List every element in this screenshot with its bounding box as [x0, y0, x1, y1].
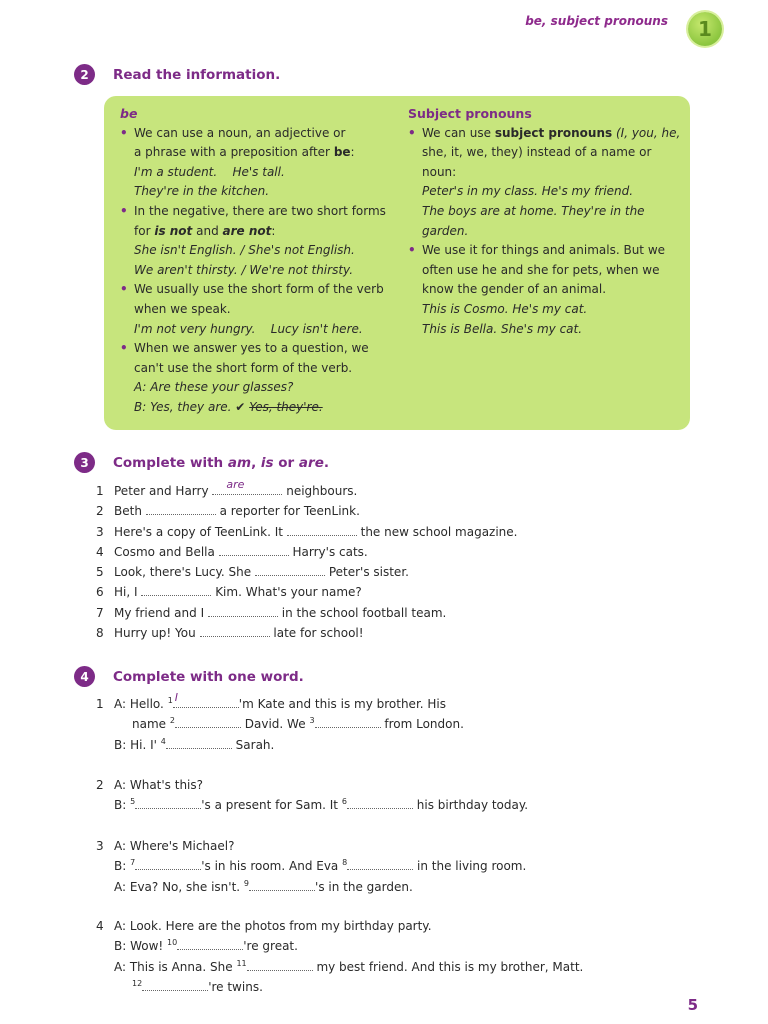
answer-blank[interactable] — [347, 857, 413, 870]
list-item: 5 Look, there's Lucy. She Peter's sister. — [96, 565, 409, 580]
answer-blank[interactable] — [141, 583, 211, 596]
example-line: A: Are these your glasses? — [134, 380, 294, 395]
info-bullet: • In the negative, there are two short forms — [120, 202, 410, 222]
answer-blank[interactable] — [142, 978, 208, 991]
answer-blank[interactable] — [135, 796, 201, 809]
answer-blank[interactable]: are — [212, 482, 282, 495]
dialogue-line: B: $^5$ 's a present for Sam. It $^6$ his birthday today. — [114, 797, 529, 813]
info-line: a phrase with a preposition after be: — [134, 145, 355, 160]
list-item: 7 My friend and I in the school football team. — [96, 605, 447, 620]
exercise-title: Complete with one word. — [113, 668, 304, 685]
example-line: I'm not very hungry. Lucy isn't here. — [134, 321, 363, 336]
page-number: 5 — [687, 996, 698, 1014]
example-line: I'm a student. He's tall. — [134, 164, 285, 179]
checkmark-icon: ✔ — [235, 399, 246, 414]
example-line: This is Cosmo. He's my cat. — [422, 301, 588, 316]
dialogue-line: B: Hi. I' $^4$ Sarah. — [114, 736, 275, 752]
answer-blank[interactable] — [177, 937, 243, 950]
example-line: B: Yes, they are. ✔ Yes, they're. — [134, 399, 323, 414]
answer-blank[interactable] — [146, 502, 216, 515]
dialogue-line: A: Eva? No, she isn't. $^9$ 's in the garden. — [114, 878, 413, 894]
exercise-3-items — [96, 478, 518, 643]
info-line: often use he and she for pets, when we — [422, 262, 660, 277]
list-item: 4 Cosmo and Bella Harry's cats. — [96, 544, 368, 559]
exercise-title: Complete with am, is or are. — [113, 454, 329, 471]
dialogue-line: 2 A: What's this? — [96, 778, 204, 792]
list-item: 2 Beth a reporter for TeenLink. — [96, 504, 360, 519]
dialogue-2 — [96, 775, 528, 816]
example-line: Peter's in my class. He's my friend. — [422, 184, 634, 199]
answer-blank[interactable] — [249, 878, 315, 891]
example-line: She isn't English. / She's not English. — [134, 243, 355, 258]
dialogue-line: name $^2$ David. We $^3$ from London. — [132, 716, 464, 732]
answer-blank[interactable] — [315, 715, 381, 728]
info-line: she, it, we, they) instead of a name or — [422, 145, 652, 160]
example-line: The boys are at home. They're in the — [422, 203, 645, 218]
be-column — [120, 104, 410, 418]
info-line: know the gender of an animal. — [422, 282, 607, 297]
exercise-3-heading — [74, 452, 329, 473]
crossed-out-example: Yes, they're. — [249, 399, 323, 414]
subject-pronouns-column — [408, 104, 682, 339]
info-bullet: • We use it for things and animals. But we — [408, 241, 682, 261]
example-line: This is Bella. She's my cat. — [422, 321, 583, 336]
answer-blank[interactable] — [175, 715, 241, 728]
answer-blank[interactable] — [287, 523, 357, 536]
info-bullet: • We can use subject pronouns (I, you, he, — [408, 124, 682, 144]
dialogue-line: $^{12}$ 're twins. — [132, 978, 263, 994]
answer-blank[interactable] — [166, 736, 232, 749]
exercise-number-badge: 2 — [74, 64, 95, 85]
list-item: 1 Peter and Harry are neighbours. — [96, 478, 358, 498]
answer-blank[interactable] — [255, 563, 325, 576]
dialogue-line: 3 A: Where's Michael? — [96, 839, 235, 853]
dialogue-line: B: Wow! $^{10}$ 're great. — [114, 938, 298, 954]
info-line: can't use the short form of the verb. — [134, 360, 353, 375]
unit-number-badge: 1 — [688, 12, 722, 46]
answer-blank[interactable] — [247, 958, 313, 971]
column-title: be — [120, 106, 138, 121]
example-line: garden. — [422, 223, 469, 238]
dialogue-line: A: This is Anna. She $^{11}$ my best friend. And this is my brother, Matt. — [114, 958, 584, 974]
answer-blank[interactable]: I — [173, 695, 239, 708]
dialogue-line: 1 A: Hello. $^1$ I 'm Kate and this is my brother. His — [96, 691, 447, 711]
answer-blank[interactable] — [219, 543, 289, 556]
list-item: 8 Hurry up! You late for school! — [96, 626, 364, 641]
exercise-4-heading — [74, 666, 304, 687]
info-line: noun: — [422, 164, 457, 179]
list-item: 6 Hi, I Kim. What's your name? — [96, 585, 362, 600]
dialogue-3 — [96, 836, 526, 897]
list-item: 3 Here's a copy of TeenLink. It the new school magazine. — [96, 524, 518, 539]
grammar-info-box — [104, 96, 690, 430]
example-line: They're in the kitchen. — [134, 184, 270, 199]
dialogue-4 — [96, 916, 583, 997]
info-bullet: • When we answer yes to a question, we — [120, 339, 410, 359]
running-head: be, subject pronouns — [525, 14, 668, 28]
answer-blank[interactable] — [135, 857, 201, 870]
exercise-number-badge: 4 — [74, 666, 95, 687]
exercise-number-badge: 3 — [74, 452, 95, 473]
dialogue-line: B: $^7$ 's in his room. And Eva $^8$ in the living room. — [114, 858, 527, 874]
info-bullet: • We usually use the short form of the verb — [120, 280, 410, 300]
dialogue-line: 4 A: Look. Here are the photos from my birthday party. — [96, 919, 432, 933]
info-bullet: • We can use a noun, an adjective or — [120, 124, 410, 144]
info-line: when we speak. — [134, 301, 231, 316]
example-line: We aren't thirsty. / We're not thirsty. — [134, 262, 354, 277]
column-title: Subject pronouns — [408, 106, 532, 121]
exercise-2-heading — [74, 64, 280, 85]
info-line: for is not and are not: — [134, 223, 276, 238]
answer-blank[interactable] — [208, 604, 278, 617]
answer-blank[interactable] — [347, 796, 413, 809]
dialogue-1 — [96, 691, 464, 755]
exercise-title: Read the information. — [113, 66, 281, 83]
answer-blank[interactable] — [200, 624, 270, 637]
